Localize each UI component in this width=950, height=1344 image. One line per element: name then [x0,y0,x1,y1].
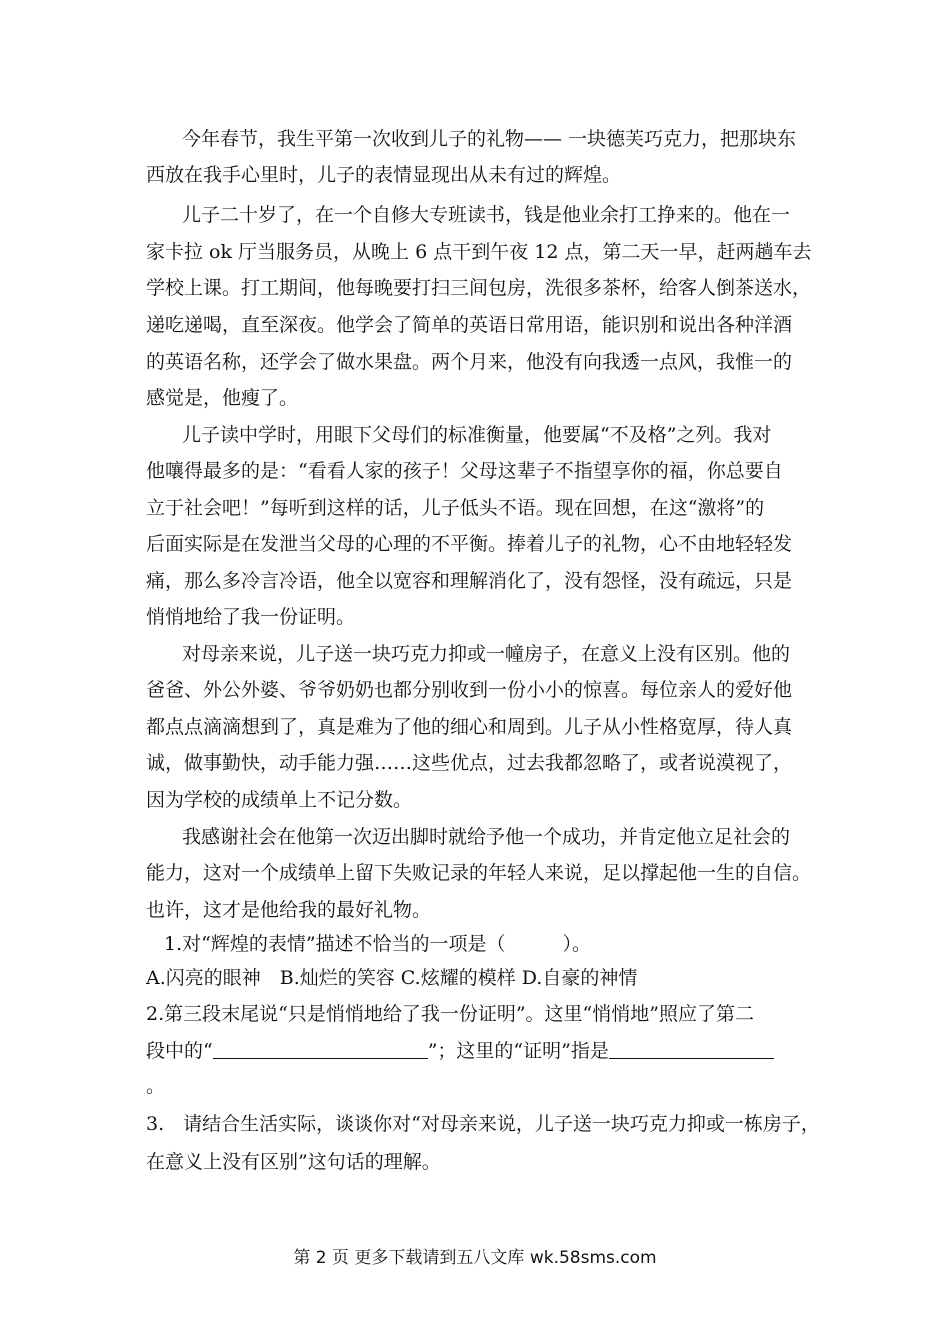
answer-blank-1[interactable] [213,1038,428,1059]
paragraph-2-line-1: 儿子二十岁了，在一个自修大专班读书，钱是他业余打工挣来的。他在一 [182,204,791,226]
paragraph-2-line-4: 递吃递喝，直至深夜。他学会了简单的英语日常用语，能识别和说出各种洋酒 [146,314,793,336]
question-2-middle: ”；这里的“证明”指是 [427,1040,609,1062]
paragraph-5-line-2: 能力，这对一个成绩单上留下失败记录的年轻人来说，足以撑起他一生的自信。 [146,862,812,884]
question-2-prefix: 段中的“ [146,1040,213,1062]
question-3-line-2: 在意义上没有区别”这句话的理解。 [146,1151,441,1173]
paragraph-2-line-5: 的英语名称，还学会了做水果盘。两个月来，他没有向我透一点风，我惟一的 [146,351,793,373]
page-footer: 第 2 页 更多下载请到五八文库 wk.58sms.com [293,1248,657,1268]
paragraph-3-line-2: 他嚷得最多的是：“看看人家的孩子！父母这辈子不指望享你的福，你总要自 [146,460,783,482]
paragraph-4-line-1: 对母亲来说，儿子送一块巧克力抑或一幢房子，在意义上没有区别。他的 [182,643,791,665]
question-2-line-1: 2.第三段末尾说“只是悄悄地给了我一份证明”。这里“悄悄地”照应了第二 [146,1003,754,1025]
question-1: 1.对“辉煌的表情”描述不恰当的一项是（ ）。 [164,933,592,955]
paragraph-3-line-5: 痛，那么多冷言冷语，他全以宽容和理解消化了，没有怨怪，没有疏远，只是 [146,570,793,592]
paragraph-3-line-1: 儿子读中学时，用眼下父母们的标准衡量，他要属“不及格”之列。我对 [182,424,772,446]
paragraph-2-line-6: 感觉是，他瘦了。 [146,387,299,409]
paragraph-4-line-4: 诚，做事勤快，动手能力强……这些优点，过去我都忽略了，或者说漠视了， [146,752,793,774]
paragraph-4-line-5: 因为学校的成绩单上不记分数。 [146,789,413,811]
paragraph-4-line-2: 爸爸、外公外婆、爷爷奶奶也都分别收到一份小小的惊喜。每位亲人的爱好他 [146,679,793,701]
paragraph-2-line-2: 家卡拉 ok 厅当服务员，从晚上 6 点干到午夜 12 点，第二天一早，赶两趟车去 [146,241,812,263]
paragraph-5-line-1: 我感谢社会在他第一次迈出脚时就给予他一个成功，并肯定他立足社会的 [182,826,791,848]
paragraph-4-line-3: 都点点滴滴想到了，真是难为了他的细心和周到。儿子从小性格宽厚，待人真 [146,716,793,738]
paragraph-3-line-3: 立于社会吧！”每听到这样的话，儿子低头不语。现在回想，在这“激将”的 [146,497,765,519]
question-1-options: A.闪亮的眼神 B.灿烂的笑容 C.炫耀的模样 D.自豪的神情 [146,967,638,989]
paragraph-1-line-1: 今年春节，我生平第一次收到儿子的礼物—— 一块德芙巧克力，把那块东 [182,128,797,150]
question-2-line-2 [146,1038,774,1063]
question-3-line-1: 3. 请结合生活实际，谈谈你对“对母亲来说，儿子送一块巧克力抑或一栋房子， [146,1113,820,1135]
paragraph-2-line-3: 学校上课。打工期间，他每晚要打扫三间包房，洗很多茶杯，给客人倒茶送水， [146,277,812,299]
answer-blank-2[interactable] [609,1038,774,1059]
question-2-line-3: 。 [146,1075,166,1097]
paragraph-3-line-4: 后面实际是在发泄当父母的心理的不平衡。捧着儿子的礼物，心不由地轻轻发 [146,533,793,555]
paragraph-3-line-6: 悄悄地给了我一份证明。 [146,606,356,628]
paragraph-5-line-3: 也许，这才是他给我的最好礼物。 [146,899,432,921]
paragraph-1-line-2: 西放在我手心里时，儿子的表情显现出从未有过的辉煌。 [146,164,622,186]
